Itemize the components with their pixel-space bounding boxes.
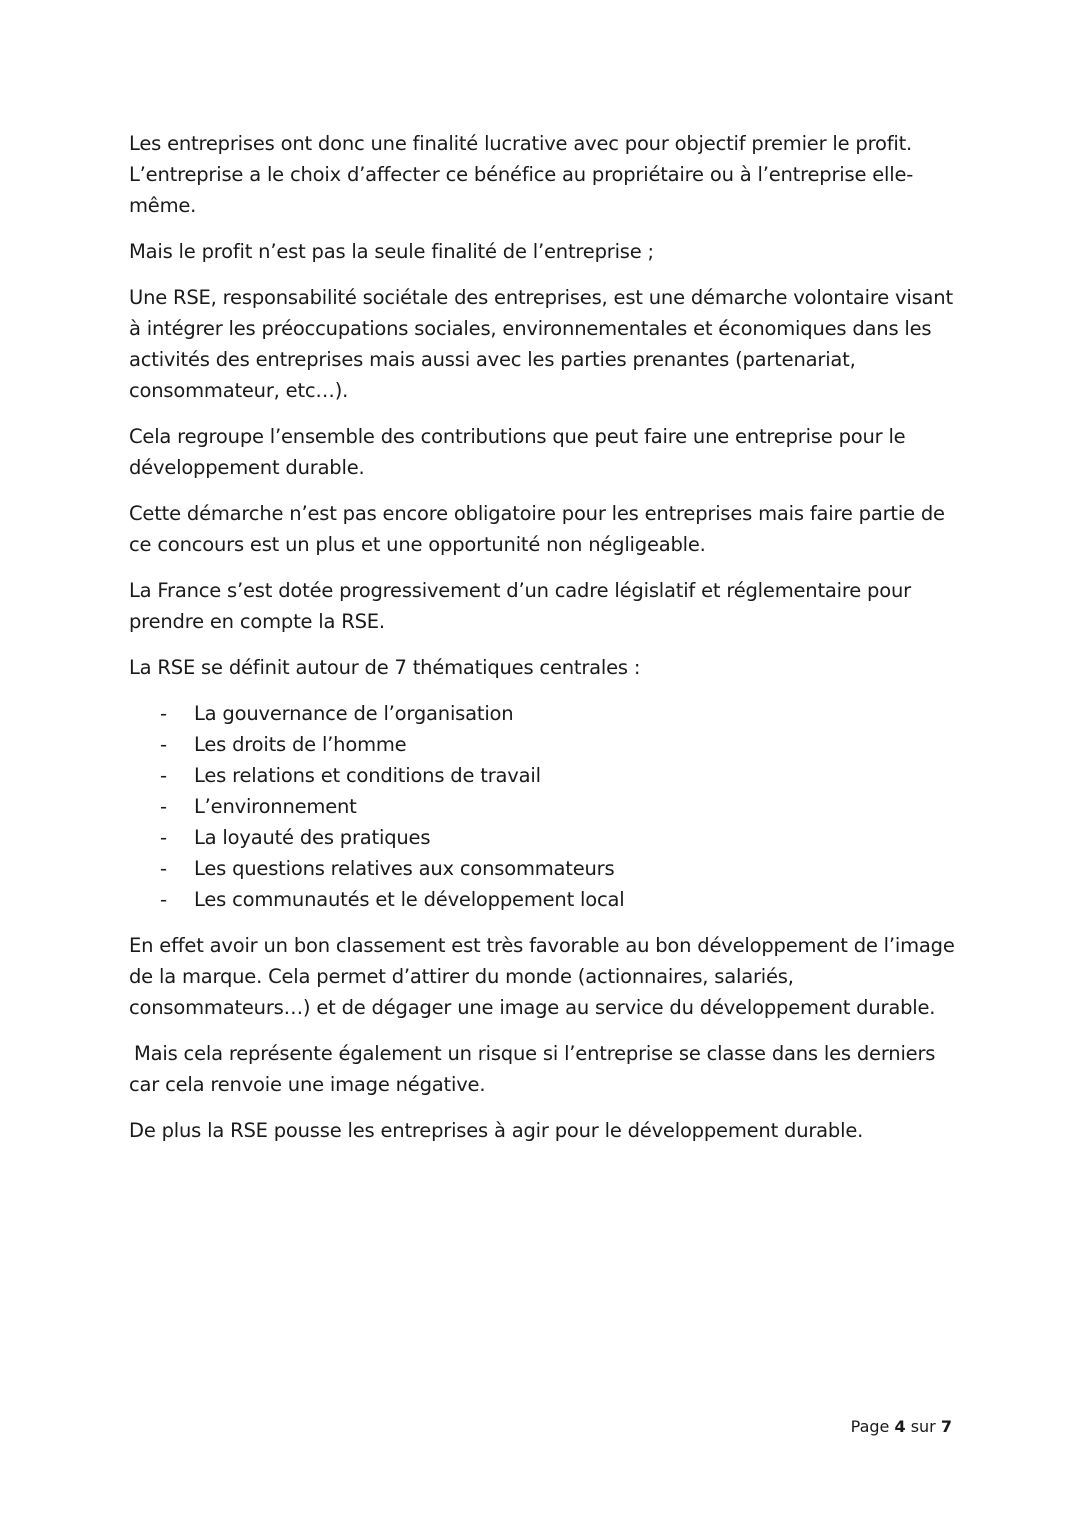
list-item-text: L’environnement	[194, 795, 357, 818]
list-item	[129, 884, 959, 915]
paragraph-ranking-risk: Mais cela représente également un risque si l’entreprise se classe dans les derniers car cela renvoie une image négative.	[129, 1042, 936, 1096]
list-bullet: -	[160, 826, 167, 849]
total-pages-number: 7	[940, 1417, 952, 1436]
paragraph-rse-definition: Une RSE, responsabilité sociétale des entreprises, est une démarche volontaire visant à intégrer les préoccupations sociales, environnementales et économiques dans les activités des entreprises mais aussi avec les parties prenantes (partenariat, consommateur, etc…).	[129, 286, 953, 402]
list-item-text: Les questions relatives aux consommateurs	[194, 857, 615, 880]
paragraph-ranking-benefit: En effet avoir un bon classement est très favorable au bon développement de l’image de la marque. Cela permet d’attirer du monde (actionnaires, salariés, consommateurs…) et de dégager une image au service du développement durable.	[129, 934, 955, 1019]
paragraph-profit-not-only: Mais le profit n’est pas la seule finalité de l’entreprise ;	[129, 240, 654, 263]
paragraph-themes-intro: La RSE se définit autour de 7 thématiques centrales :	[129, 656, 641, 679]
list-item	[129, 729, 959, 760]
list-bullet: -	[160, 857, 167, 880]
list-bullet: -	[160, 702, 167, 725]
paragraph-not-mandatory: Cette démarche n’est pas encore obligatoire pour les entreprises mais faire partie de ce concours est un plus et une opportunité non négligeable.	[129, 502, 945, 556]
paragraph-contributions: Cela regroupe l’ensemble des contributions que peut faire une entreprise pour le développement durable.	[129, 425, 906, 479]
page-body	[129, 128, 959, 1161]
list-item-text: Les communautés et le développement local	[194, 888, 625, 911]
list-bullet: -	[160, 795, 167, 818]
paragraph-conclusion: De plus la RSE pousse les entreprises à agir pour le développement durable.	[129, 1119, 864, 1142]
themes-list	[129, 698, 959, 915]
list-item	[129, 853, 959, 884]
list-item	[129, 791, 959, 822]
current-page-number: 4	[894, 1417, 906, 1436]
list-item-text: Les droits de l’homme	[194, 733, 407, 756]
of-label: sur	[910, 1417, 936, 1436]
list-item	[129, 698, 959, 729]
list-item	[129, 822, 959, 853]
paragraph-france-framework: La France s’est dotée progressivement d’un cadre législatif et réglementaire pour prendre en compte la RSE.	[129, 579, 911, 633]
list-bullet: -	[160, 888, 167, 911]
list-item-text: La loyauté des pratiques	[194, 826, 431, 849]
list-item	[129, 760, 959, 791]
list-item-text: Les relations et conditions de travail	[194, 764, 541, 787]
list-bullet: -	[160, 733, 167, 756]
paragraph-profit-purpose: Les entreprises ont donc une finalité lucrative avec pour objectif premier le profit. L’entreprise a le choix d’affecter ce bénéfice au propriétaire ou à l’entreprise elle-même.	[129, 132, 914, 217]
list-bullet: -	[160, 764, 167, 787]
page-number-footer	[851, 1416, 952, 1438]
page-label: Page	[850, 1417, 890, 1436]
list-item-text: La gouvernance de l’organisation	[194, 702, 514, 725]
